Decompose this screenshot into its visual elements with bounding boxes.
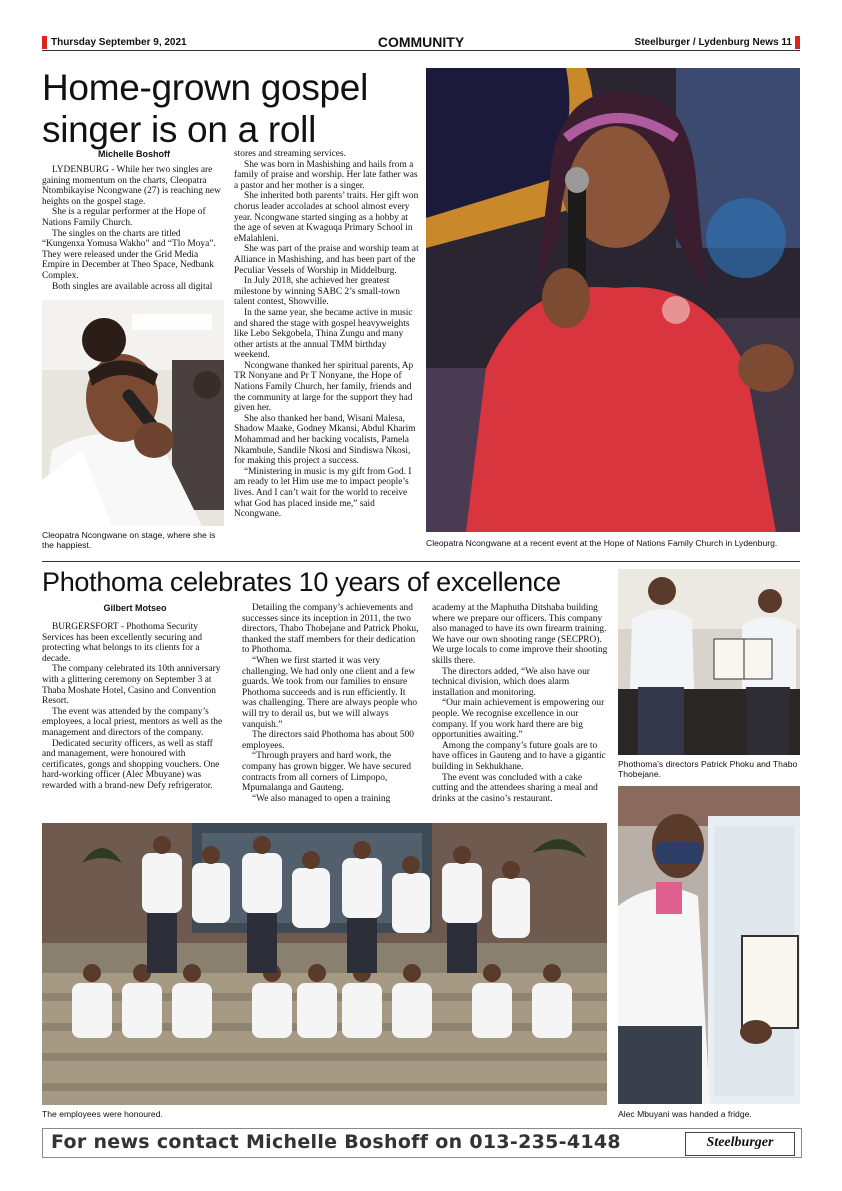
singer-large-photo-graphic <box>426 68 800 532</box>
story2-col3-para: academy at the Maphutha Ditshaba building where we prepare our officers. This company also managed to have its own firearm training. We have our own shooting range (SECPRO). We urge locals to come improve their shooting skills there. <box>432 603 608 666</box>
story2-col2-para: “When we first started it was very challenging. We had only one client and a few guards. We took from our families to ensure Phothoma succeeds and is run efficiently. It was challenging. There are always people who will try to derail us, but we will always vanquish.” <box>242 655 418 730</box>
story1-column-1 <box>42 165 224 292</box>
steelburger-logo: Steelburger <box>685 1132 795 1156</box>
story1-col2-para: She inherited both parents’ traits. Her gift won chorus leader accolades at school almost every year. Ncongwane started singing as a hobby at the age of seven at Kwaguqa Primary School in eMalahleni. <box>234 191 419 244</box>
footer-contact-banner <box>42 1128 802 1158</box>
story2-col3-para: The event was concluded with a cake cutting and the attendees sharing a meal and drinks at the casino’s restaurant. <box>432 772 598 804</box>
story2-col1-para: The event was attended by the company’s employees, a local priest, mentors as well as the management and directors of the company. <box>42 706 223 738</box>
story2-column-1 <box>42 622 228 792</box>
fridge-caption: Alec Mbuyani was handed a fridge. <box>618 1109 752 1119</box>
story1-col1-para: She is a regular performer at the Hope of Nations Family Church. <box>42 207 206 228</box>
story1-col2-para: She also thanked her band, Wisani Malesa, Shadow Maake, Godney Mkansi, Abdul Kharim Mohammad and her backing vocalists, Pamela Nkambule, Sandile Nkosi and Sindiswa Nkosi, for making this project a success. <box>234 413 416 467</box>
story1-col2-para: stores and streaming services. <box>234 149 346 159</box>
fridge-handover-photo-graphic <box>618 786 800 1104</box>
directors-caption: Phothoma’s directors Patrick Phoku and Thabo Thobejane. <box>618 759 798 779</box>
singer-large-photo <box>426 68 800 532</box>
employees-caption: The employees were honoured. <box>42 1109 163 1119</box>
story1-col1-para: LYDENBURG - While her two singles are gaining momentum on the charts, Cleopatra Ntombikayise Ncongwane (27) is reaching new heights on the gospel stage. <box>42 165 221 207</box>
story2-col2-para: “We also managed to open a training <box>252 793 391 804</box>
story1-col2-para: She was born in Mashishing and hails from a family of praise and worship. Her late father was a pastor and her mother is a singer. <box>234 159 418 191</box>
story2-col1-para: Dedicated security officers, as well as staff and management, were honoured with certificates, gongs and shopping vouchers. One hard-working officer (Alec Mbuyane) was rewarded with a brand-new Defy refrigerator. <box>42 738 220 791</box>
story1-col2-para: She was part of the praise and worship team at Alliance in Mashishing, and has been part of the Peculiar Vessels of Worship in Middelburg. <box>234 244 419 276</box>
story1-col2-para: In the same year, she became active in music and shared the stage with gospel heavyweights like Lebo Sekgobela, Thina Zungu and many other artists at the annual TMM birthday weekend. <box>234 307 413 361</box>
story2-col3-para: Among the company’s future goals are to have offices in Gauteng and to have a gigantic building in Sekhukhane. <box>432 740 606 772</box>
story2-column-3 <box>432 603 608 804</box>
header-paper: Steelburger / Lydenburg News 11 <box>634 37 792 48</box>
story1-col2-para: In July 2018, she achieved her greatest milestone by winning SABC 2’s small-town talent contest, Showville. <box>234 276 400 308</box>
story2-col3-para: “Our main achievement is empowering our people. We recognise excellence in our company. If you work hard there are big opportunities awaiting.” <box>432 698 605 741</box>
header-rule <box>42 50 800 51</box>
story1-col2-para: “Ministering in music is my gift from God. I am ready to let Him use me to impact people’s lives. And I can’t wait for the world to receive what God has placed inside me,” said Ncongwane. <box>234 466 412 520</box>
story2-headline: Phothoma celebrates 10 years of excellence <box>42 567 561 597</box>
singer-small-photo-graphic <box>42 300 224 526</box>
story1-column-2 <box>234 149 420 520</box>
story2-byline: Gilbert Motseo <box>103 603 167 613</box>
employees-group-photo <box>42 823 607 1105</box>
story1-col1-para: Both singles are available across all digital <box>52 281 213 292</box>
singer-small-caption: Cleopatra Ncongwane on stage, where she is the happiest. <box>42 530 216 550</box>
fridge-handover-photo <box>618 786 800 1104</box>
story1-col2-para: Ncongwane thanked her spiritual parents, Ap TR Nonyane and Pr T Nonyane, the Hope of Nations Family Church, her family, friends and the community at large for the support they had given her. <box>234 360 414 414</box>
story2-col1-para: The company celebrated its 10th anniversary with a glittering ceremony on September 3 at Thaba Moshate Hotel, Casino and Convention Resort. <box>42 664 221 707</box>
story1-byline: Michelle Boshoff <box>97 149 170 159</box>
header-date: Thursday September 9, 2021 <box>51 37 187 48</box>
story2-col2-para: “Through prayers and hard work, the company has grown bigger. We have secured contracts from all corners of Limpopo, Mpumalanga and Gauteng. <box>242 751 412 794</box>
story2-col3-para: The directors added, “We also have our technical division, which does alarm installation and monitoring. <box>432 666 590 698</box>
story1-headline-line1: Home-grown gospel <box>42 67 369 108</box>
story1-headline <box>42 67 422 151</box>
singer-small-photo <box>42 300 224 526</box>
directors-photo <box>618 569 800 755</box>
story2-col2-para: The directors said Phothoma has about 500 employees. <box>242 730 414 751</box>
story-divider <box>42 561 800 562</box>
story1-col1-para: The singles on the charts are titled “Kungenxa Yomusa Wakho” and “Tlo Moya”. They were released under the Grid Media Empire in December at Theo Space, Nedbank Complex. <box>42 228 216 281</box>
story2-col1-para: BURGERSFORT - Phothoma Security Services has been excellently securing and protecting what belongs to its clients for a decade. <box>42 622 203 664</box>
footer-contact-text: For news contact Michelle Boshoff on 013-235-4148 <box>51 1131 621 1153</box>
employees-group-photo-graphic <box>42 823 607 1105</box>
story1-headline-line2: singer is on a roll <box>42 109 316 150</box>
directors-photo-graphic <box>618 569 800 755</box>
story2-column-2 <box>242 603 422 804</box>
story2-col2-para: Detailing the company’s achievements and successes since its inception in 2011, the two directors, Thabo Thobejane and Patrick Phoku, thanked the staff members for their dedication to Phothoma. <box>242 603 419 656</box>
header-section: COMMUNITY <box>377 34 465 50</box>
singer-large-caption: Cleopatra Ncongwane at a recent event at the Hope of Nations Family Church in Lydenburg. <box>426 538 778 548</box>
header-red-marker-right <box>795 36 800 49</box>
